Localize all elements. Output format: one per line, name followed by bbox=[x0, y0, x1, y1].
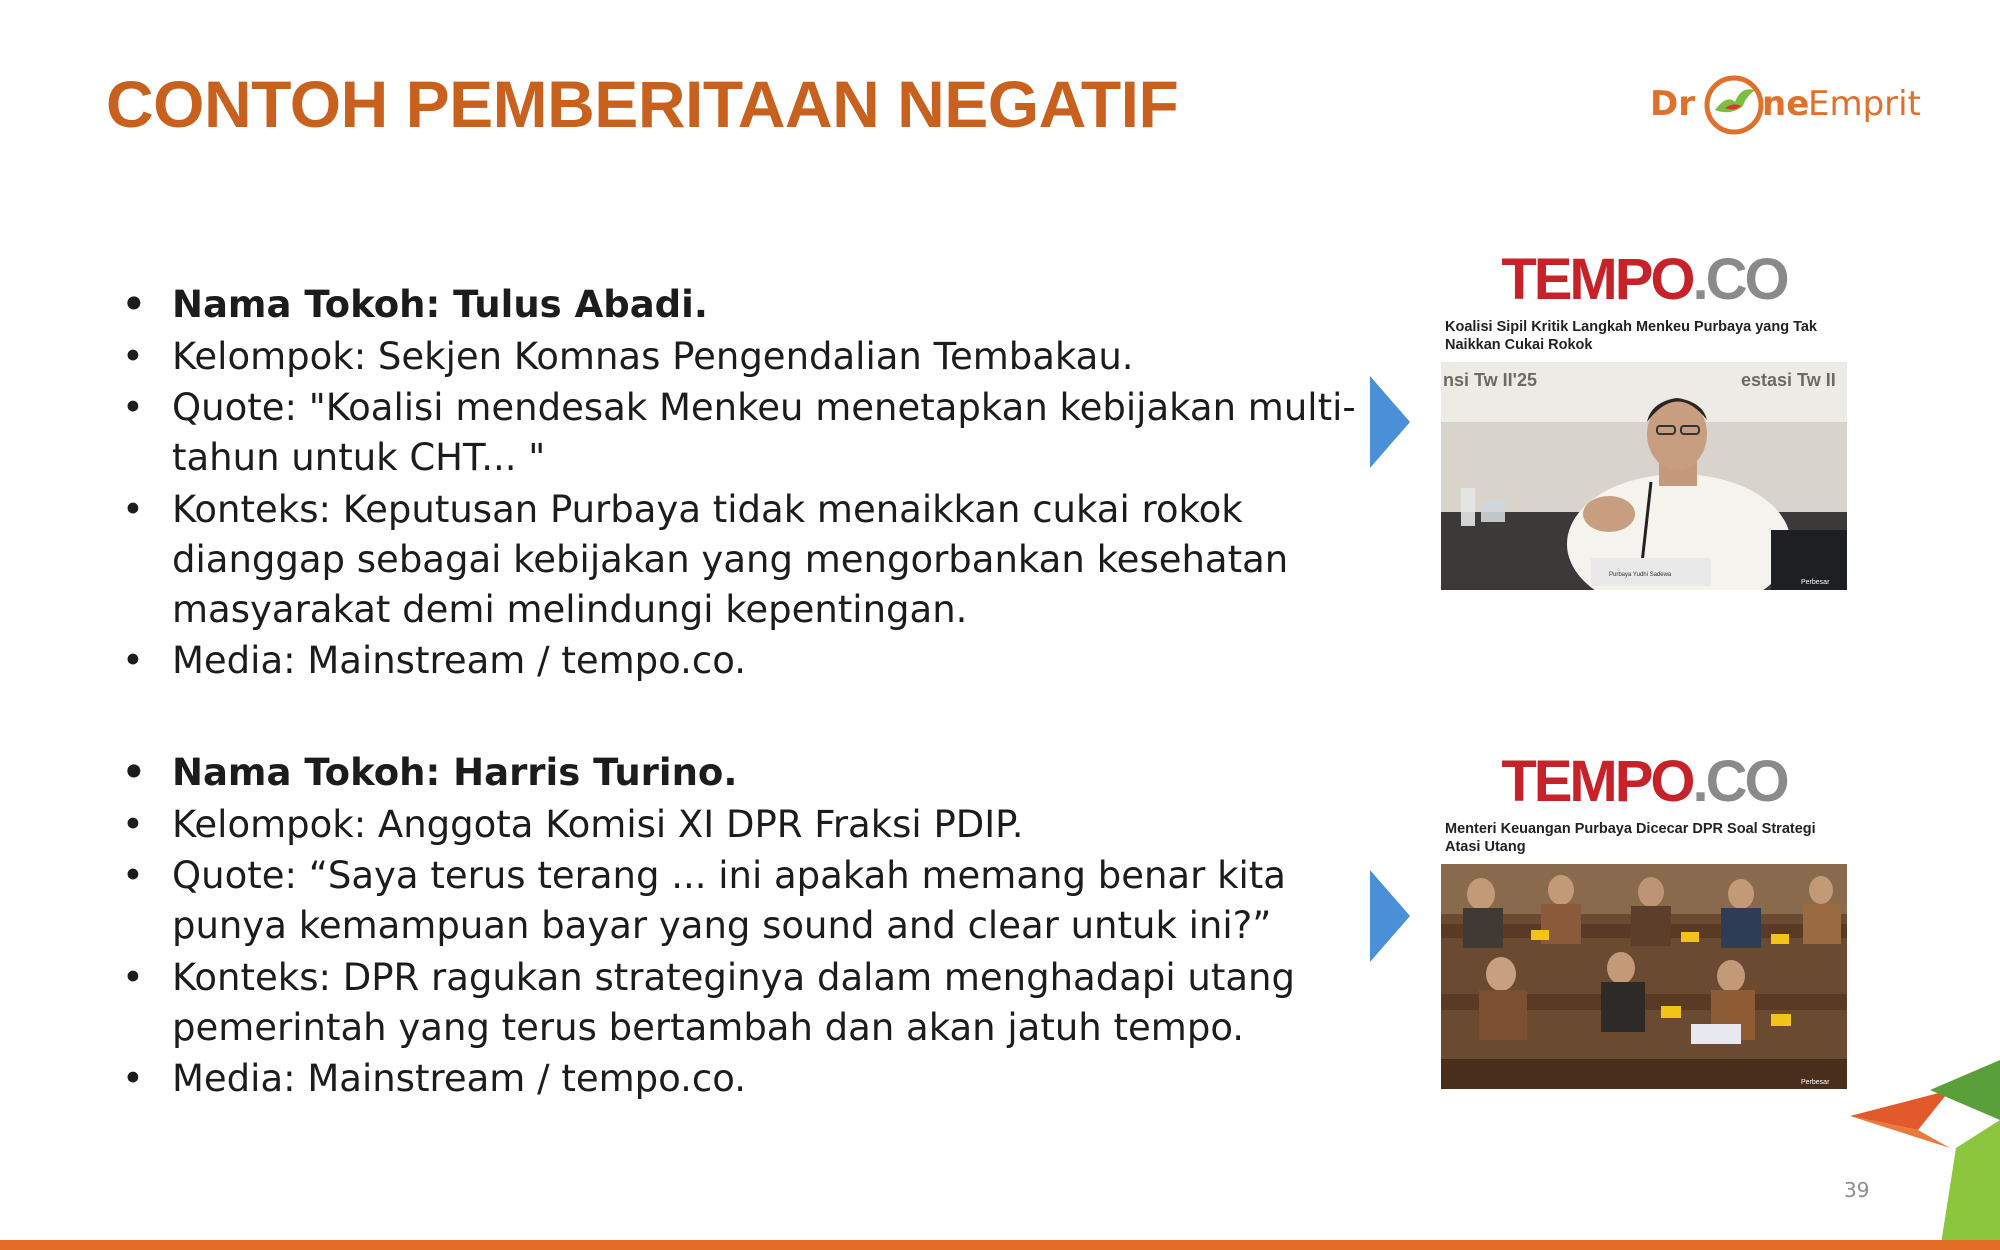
bullet-group bbox=[120, 800, 1380, 850]
bullet-text: Media: Mainstream / tempo.co. bbox=[172, 639, 746, 682]
bullet-dot: • bbox=[122, 802, 144, 846]
tempo-logo bbox=[1441, 750, 1847, 814]
news-photo-purbaya bbox=[1441, 362, 1847, 590]
bullet-dot: • bbox=[122, 854, 144, 897]
corner-decoration bbox=[1840, 1050, 2000, 1250]
bullet-quote bbox=[120, 851, 1380, 951]
bullet-text: Konteks: DPR ragukan strateginya dalam menghadapi utang pemerintah yang terus bertambah dan akan jatuh tempo. bbox=[172, 955, 1295, 1049]
dpr-hearing-photo bbox=[1441, 864, 1847, 1089]
arrow-right-icon bbox=[1370, 376, 1410, 468]
bullet-group bbox=[120, 332, 1380, 382]
news-headline: Menteri Keuangan Purbaya Dicecar DPR Soal Strategi Atasi Utang bbox=[1445, 821, 1816, 855]
photo-banner-left: nsi Tw II'25 bbox=[1443, 370, 1537, 390]
bullet-text: Kelompok: Anggota Komisi XI DPR Fraksi PDIP. bbox=[172, 802, 1024, 846]
enlarge-label: Perbesar bbox=[1801, 1079, 1830, 1086]
logo-text-ne: ne bbox=[1762, 84, 1810, 124]
bullet-context bbox=[120, 953, 1380, 1053]
bullet-dot: • bbox=[122, 334, 144, 378]
bullet-name bbox=[120, 280, 1380, 330]
bullet-text: Nama Tokoh: Harris Turino. bbox=[172, 751, 738, 794]
drone-bird-icon bbox=[1701, 72, 1767, 138]
bullet-dot: • bbox=[122, 955, 144, 999]
tempo-logo-suffix: .CO bbox=[1692, 749, 1787, 814]
bullet-text: Quote: "Koalisi mendesak Menkeu menetapkan kebijakan multi-tahun untuk CHT... " bbox=[172, 386, 1356, 479]
bullet-text: Kelompok: Sekjen Komnas Pengendalian Tembakau. bbox=[172, 334, 1134, 378]
bottom-accent-bar bbox=[0, 1240, 2000, 1250]
slide-title: CONTOH PEMBERITAAN NEGATIF bbox=[106, 67, 1179, 141]
bullet-context bbox=[120, 485, 1380, 635]
bullet-dot: • bbox=[122, 487, 144, 531]
bullet-text: Media: Mainstream / tempo.co. bbox=[172, 1057, 746, 1100]
bullet-list-harris-turino bbox=[120, 748, 1380, 1106]
bullet-text: Konteks: Keputusan Purbaya tidak menaikkan cukai rokok dianggap sebagai kebijakan yang mengorbankan kesehatan masyarakat demi melindungi kepentingan. bbox=[172, 487, 1289, 631]
bullet-text: Nama Tokoh: Tulus Abadi. bbox=[172, 283, 708, 326]
bullet-dot: • bbox=[122, 283, 146, 326]
bullet-dot: • bbox=[122, 751, 146, 794]
press-conference-photo bbox=[1441, 362, 1847, 590]
tempo-logo-main: TEMPO bbox=[1501, 749, 1693, 814]
bullet-name bbox=[120, 748, 1380, 798]
news-card-tempo-1 bbox=[1441, 248, 1847, 590]
bullet-media bbox=[120, 1054, 1380, 1104]
tempo-logo-main: TEMPO bbox=[1501, 247, 1693, 312]
bullet-dot: • bbox=[122, 386, 144, 429]
bullet-dot: • bbox=[122, 639, 144, 682]
bullet-list-tulus-abadi bbox=[120, 280, 1380, 688]
logo-text-emprit: Emprit bbox=[1808, 84, 1921, 124]
drone-emprit-logo bbox=[1646, 70, 1921, 140]
page-number: 39 bbox=[1844, 1178, 1870, 1202]
bullet-media bbox=[120, 636, 1380, 686]
enlarge-label: Perbesar bbox=[1801, 579, 1830, 586]
news-headline: Koalisi Sipil Kritik Langkah Menkeu Purbaya yang Tak Naikkan Cukai Rokok bbox=[1445, 319, 1818, 353]
arrow-right-icon bbox=[1370, 870, 1410, 962]
nameplate-text: Purbaya Yudhi Sadewa bbox=[1609, 572, 1672, 578]
tempo-logo-suffix: .CO bbox=[1692, 247, 1787, 312]
photo-banner-right: estasi Tw II bbox=[1741, 370, 1836, 390]
logo-text-dr: Dr bbox=[1650, 84, 1695, 124]
news-photo-dpr-hearing bbox=[1441, 864, 1847, 1089]
tempo-logo bbox=[1441, 248, 1847, 312]
bullet-dot: • bbox=[122, 1057, 144, 1100]
news-card-tempo-2 bbox=[1441, 750, 1847, 1089]
bullet-text: Quote: “Saya terus terang ... ini apakah memang benar kita punya kemampuan bayar yang sound and clear untuk ini?” bbox=[172, 854, 1286, 947]
bullet-quote bbox=[120, 383, 1380, 483]
